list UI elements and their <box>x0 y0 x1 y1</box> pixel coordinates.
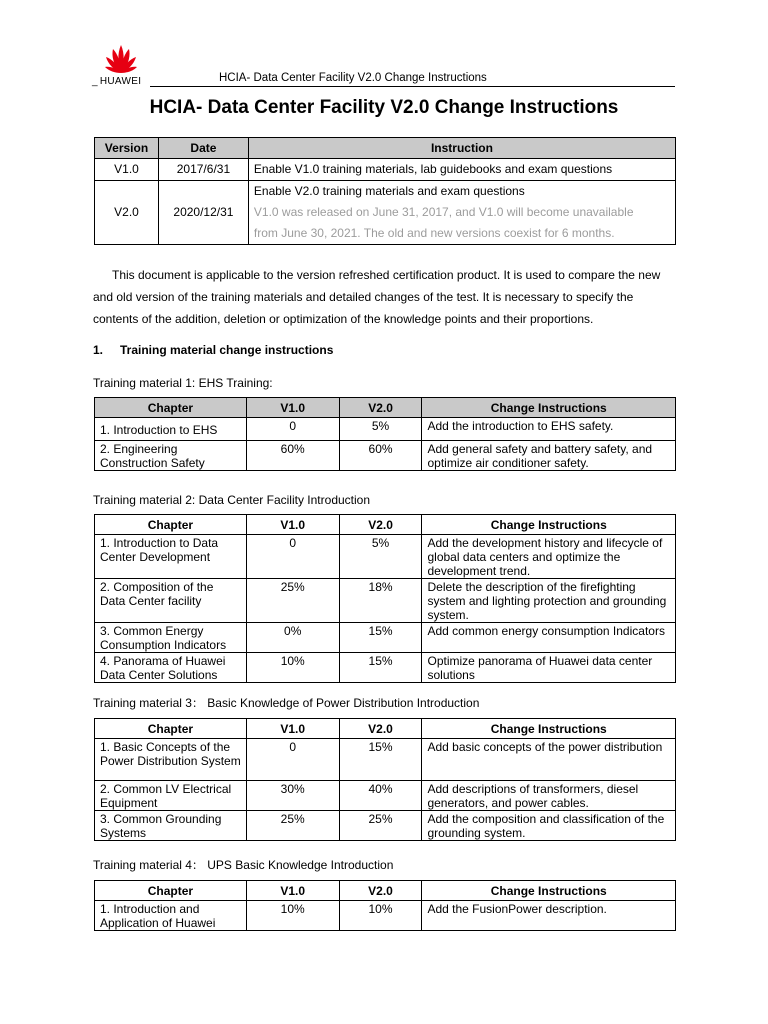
column-header: Change Instructions <box>422 719 676 739</box>
running-header: HCIA- Data Center Facility V2.0 Change Instructions <box>219 72 487 84</box>
table-row <box>95 623 676 653</box>
column-header: V2.0 <box>339 719 422 739</box>
table-row <box>95 159 676 181</box>
column-header: Chapter <box>95 515 247 535</box>
change-cell: Optimize panorama of Huawei data center solutions <box>422 653 676 683</box>
table-row <box>95 811 676 841</box>
v1-cell: 60% <box>246 441 339 471</box>
column-header: V2.0 <box>339 398 422 418</box>
v1-cell: 0 <box>246 739 339 781</box>
material-caption: Training material 2: Data Center Facility Introduction <box>93 493 371 507</box>
v2-cell: 40% <box>339 781 422 811</box>
table-row <box>95 739 676 781</box>
chapter-cell: 2. Common LV Electrical Equipment <box>95 781 247 811</box>
v1-cell: 0% <box>246 623 339 653</box>
change-cell: Add the FusionPower description. <box>422 901 676 931</box>
material-table-1 <box>94 397 676 471</box>
table-row <box>95 579 676 623</box>
column-header: V2.0 <box>339 515 422 535</box>
instruction-note-line: V1.0 was released on June 31, 2017, and V1.0 will become unavailable <box>253 205 634 219</box>
column-header: V2.0 <box>339 881 422 901</box>
table-row <box>95 901 676 931</box>
v2-cell: 5% <box>339 535 422 579</box>
material-table-4 <box>94 880 676 931</box>
column-header: V1.0 <box>246 515 339 535</box>
v2-cell: 10% <box>339 901 422 931</box>
v2-cell: 60% <box>339 441 422 471</box>
page-title: HCIA- Data Center Facility V2.0 Change Instructions <box>149 97 619 118</box>
column-header: Chapter <box>95 881 247 901</box>
chapter-cell: 1. Introduction and Application of Huawei <box>95 901 247 931</box>
instruction-line: Enable V1.0 training materials, lab guidebooks and exam questions <box>253 162 613 176</box>
v2-cell: 5% <box>339 418 422 441</box>
column-header: Instruction <box>248 138 675 159</box>
change-cell: Add general safety and battery safety, and optimize air conditioner safety. <box>422 441 676 471</box>
v1-cell: 0 <box>246 418 339 441</box>
change-cell: Add the introduction to EHS safety. <box>422 418 676 441</box>
table-row <box>95 653 676 683</box>
change-cell: Add descriptions of transformers, diesel generators, and power cables. <box>422 781 676 811</box>
column-header: Date <box>158 138 248 159</box>
chapter-cell: 4. Panorama of Huawei Data Center Solutions <box>95 653 247 683</box>
brand-name: HUAWEI <box>99 76 142 87</box>
table-row <box>95 535 676 579</box>
change-cell: Add the composition and classification of the grounding system. <box>422 811 676 841</box>
column-header: Change Instructions <box>422 881 676 901</box>
column-header: Change Instructions <box>422 398 676 418</box>
v2-cell: 15% <box>339 623 422 653</box>
version-table <box>94 137 676 245</box>
v2-cell: 15% <box>339 739 422 781</box>
column-header: Change Instructions <box>422 515 676 535</box>
table-header-row <box>95 515 676 535</box>
instruction-cell <box>248 159 675 181</box>
table-header-row <box>95 719 676 739</box>
v1-cell: 0 <box>246 535 339 579</box>
chapter-cell: 2. Engineering Construction Safety <box>95 441 247 471</box>
column-header: Version <box>95 138 159 159</box>
column-header: Chapter <box>95 398 247 418</box>
chapter-cell: 1. Introduction to EHS <box>95 418 247 441</box>
date-cell: 2020/12/31 <box>158 181 248 245</box>
date-cell: 2017/6/31 <box>158 159 248 181</box>
v1-cell: 10% <box>246 653 339 683</box>
v1-cell: 10% <box>246 901 339 931</box>
table-header-row <box>95 398 676 418</box>
material-caption: Training material 3： Basic Knowledge of Power Distribution Introduction <box>93 696 480 710</box>
section-heading <box>93 343 333 357</box>
column-header: Chapter <box>95 719 247 739</box>
change-cell: Add the development history and lifecycle of global data centers and optimize the development trend. <box>422 535 676 579</box>
instruction-line: Enable V2.0 training materials and exam questions <box>253 184 525 198</box>
v2-cell: 18% <box>339 579 422 623</box>
v2-cell: 25% <box>339 811 422 841</box>
chapter-cell: 1. Basic Concepts of the Power Distribution System <box>95 739 247 781</box>
change-cell: Delete the description of the firefighting system and lighting protection and grounding system. <box>422 579 676 623</box>
section-number: 1. <box>93 343 104 357</box>
header-divider <box>150 86 675 87</box>
material-table-3 <box>94 718 676 841</box>
table-header-row <box>95 881 676 901</box>
huawei-flower-icon <box>104 42 138 74</box>
v1-cell: 30% <box>246 781 339 811</box>
instruction-note-line: from June 30, 2021. The old and new versions coexist for 6 months. <box>253 226 615 240</box>
v2-cell: 15% <box>339 653 422 683</box>
table-header-row <box>95 138 676 159</box>
change-cell: Add basic concepts of the power distribution <box>422 739 676 781</box>
version-cell: V2.0 <box>95 181 159 245</box>
change-cell: Add common energy consumption Indicators <box>422 623 676 653</box>
material-caption: Training material 1: EHS Training: <box>93 376 273 390</box>
chapter-cell: 1. Introduction to Data Center Development <box>95 535 247 579</box>
v1-cell: 25% <box>246 579 339 623</box>
v1-cell: 25% <box>246 811 339 841</box>
version-cell: V1.0 <box>95 159 159 181</box>
instruction-cell <box>248 181 675 245</box>
huawei-logo: _ HUAWEI <box>92 42 150 90</box>
material-caption: Training material 4： UPS Basic Knowledge Introduction <box>93 858 394 872</box>
column-header: V1.0 <box>246 881 339 901</box>
table-row <box>95 418 676 441</box>
material-table-2 <box>94 514 676 683</box>
table-row <box>95 441 676 471</box>
chapter-cell: 2. Composition of the Data Center facility <box>95 579 247 623</box>
table-row <box>95 181 676 245</box>
intro-paragraph: This document is applicable to the version refreshed certification product. It is used to compare the new and old version of the training materials and detailed changes of the test. It is necessary to specify the contents of the addition, deletion or optimization of the knowledge points and their proportions. <box>93 268 661 326</box>
column-header: V1.0 <box>246 398 339 418</box>
chapter-cell: 3. Common Grounding Systems <box>95 811 247 841</box>
chapter-cell: 3. Common Energy Consumption Indicators <box>95 623 247 653</box>
column-header: V1.0 <box>246 719 339 739</box>
section-title: Training material change instructions <box>120 343 334 357</box>
table-row <box>95 781 676 811</box>
